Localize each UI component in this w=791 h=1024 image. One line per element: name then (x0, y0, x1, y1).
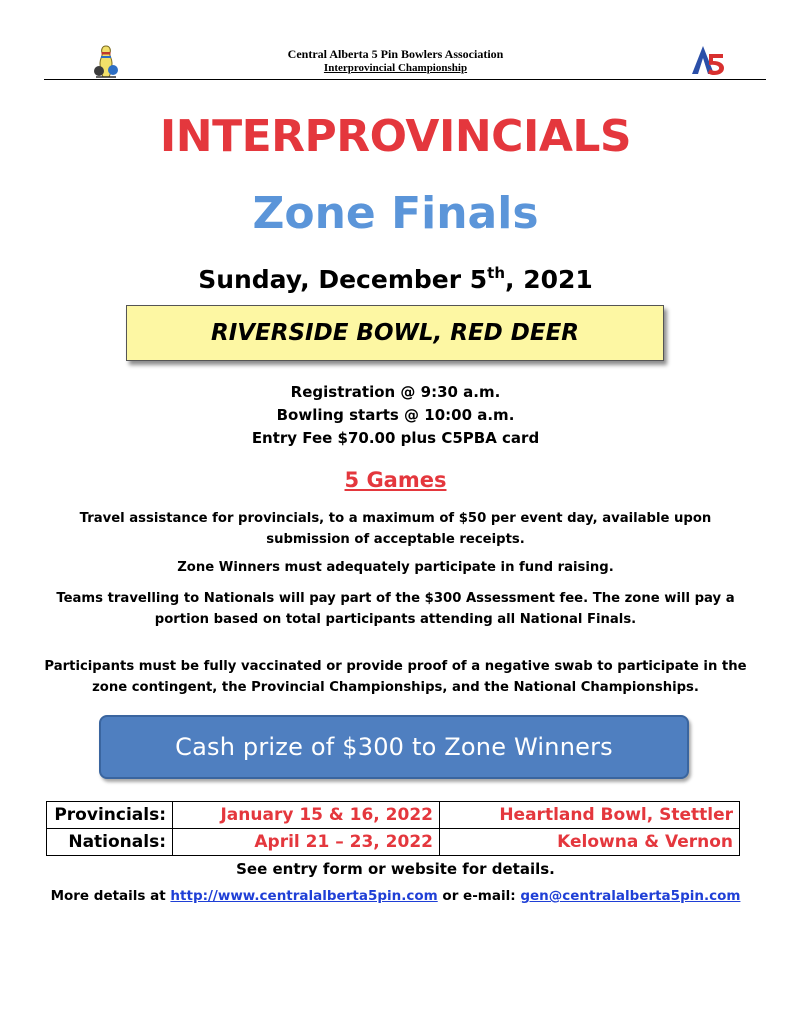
event-date: Sunday, December 5th, 2021 (198, 264, 593, 294)
header-subtitle: Interprovincial Championship (323, 62, 468, 74)
vaccination-text: Participants must be fully vaccinated or provide proof of a negative swab to participate in the zone contingent, the Provincial Championships, and the National Championships. (44, 659, 747, 695)
event-location: Heartland Bowl, Stettler (440, 802, 740, 829)
table-row (47, 829, 740, 856)
entry-form-note: See entry form or website for details. (236, 860, 555, 878)
more-details: More details at http://www.centralalberta5pin.com or e-mail: gen@centralalberta5pin.com (50, 888, 741, 904)
games-count: 5 Games (344, 468, 447, 492)
travel-assistance-text: Travel assistance for provincials, to a maximum of $50 per event day, available upon submission of acceptable receipts. (79, 511, 712, 547)
email-link[interactable]: gen@centralalberta5pin.com (520, 888, 741, 904)
fund-raising-text: Zone Winners must adequately participate in fund raising. (177, 560, 614, 575)
events-table (46, 801, 740, 856)
website-link[interactable]: http://www.centralalberta5pin.com (170, 888, 438, 904)
event-dates: April 21 – 23, 2022 (173, 829, 440, 856)
association-name: Central Alberta 5 Pin Bowlers Association (287, 47, 504, 61)
cash-prize-banner (99, 715, 689, 779)
zone-finals-title: Zone Finals (252, 188, 539, 239)
venue-name: RIVERSIDE BOWL, RED DEER (210, 320, 580, 346)
event-label: Provincials: (47, 802, 173, 829)
cash-prize-text: Cash prize of $300 to Zone Winners (175, 733, 613, 761)
event-location: Kelowna & Vernon (440, 829, 740, 856)
event-label: Nationals: (47, 829, 173, 856)
main-title: INTERPROVINCIALS (159, 111, 632, 162)
event-dates: January 15 & 16, 2022 (173, 802, 440, 829)
bowling-start-time: Bowling starts @ 10:00 a.m. (276, 406, 515, 424)
header-divider (44, 79, 766, 80)
table-row (47, 802, 740, 829)
registration-time: Registration @ 9:30 a.m. (290, 383, 501, 401)
entry-fee: Entry Fee $70.00 plus C5PBA card (251, 429, 540, 447)
venue-banner (126, 305, 664, 361)
nationals-fee-text: Teams travelling to Nationals will pay part of the $300 Assessment fee. The zone will pay a portion based on total participants attending all National Finals. (56, 591, 735, 627)
five-pin-logo (690, 44, 726, 76)
